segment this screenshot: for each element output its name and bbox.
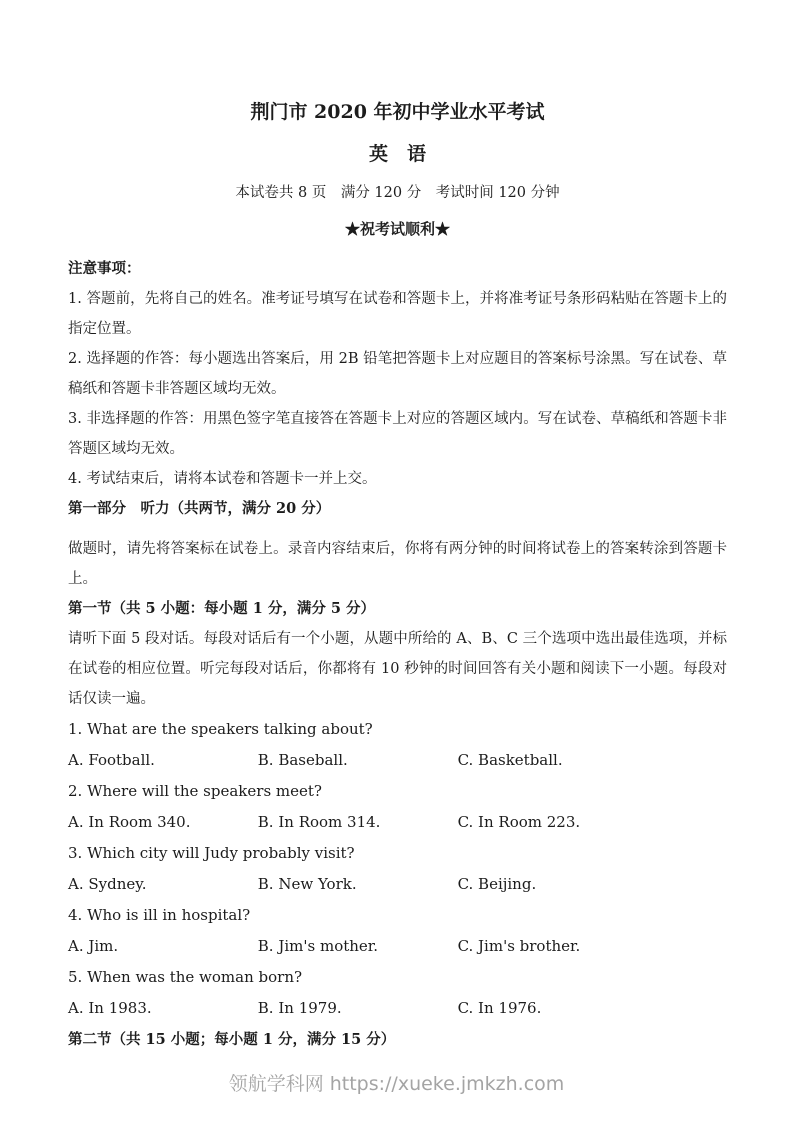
section1-instructions: 请听下面 5 段对话。每段对话后有一个小题，从题中所给的 A、B、C 三个选项中选出最佳选项，并标在试卷的相应位置。听完每段对话后，你都将有 10 秒钟的时间回答有关小题和阅读下一小题。每段对话仅读一遍。 <box>68 631 727 707</box>
question-4-option-c: C. Jim's brother. <box>457 937 581 955</box>
question-5-option-c: C. In 1976. <box>457 999 542 1017</box>
part1-heading: 第一部分 听力（共两节，满分 20 分） <box>68 500 331 517</box>
question-2-option-a: A. In Room 340. <box>68 813 191 831</box>
watermark-text: 领航学科网 https://xueke.jmkzh.com <box>228 1073 565 1095</box>
listening-questions <box>68 714 727 1024</box>
notice-item-4: 4. 考试结束后，请将本试卷和答题卡一并上交。 <box>68 471 377 487</box>
section2-heading: 第二节（共 15 小题；每小题 1 分，满分 15 分） <box>68 1031 396 1048</box>
question-2-options <box>68 807 727 838</box>
question-4-text: 4. Who is ill in hospital? <box>68 906 251 924</box>
question-5-option-a: A. In 1983. <box>68 999 152 1017</box>
exam-subject: 英 语 <box>368 143 426 165</box>
question-5-text: 5. When was the woman born? <box>68 968 303 986</box>
question-2-option-c: C. In Room 223. <box>457 813 581 831</box>
question-5-options <box>68 993 727 1024</box>
question-1-option-c: C. Basketball. <box>457 751 563 769</box>
notice-item-1: 1. 答题前，先将自己的姓名。准考证号填写在试卷和答题卡上，并将准考证号条形码粘贴在答题卡上的指定位置。 <box>68 291 727 337</box>
question-5-option-b: B. In 1979. <box>257 999 342 1017</box>
question-3-option-b: B. New York. <box>257 875 357 893</box>
question-3-options <box>68 869 727 900</box>
question-1-option-a: A. Football. <box>68 751 155 769</box>
exam-title: 荆门市 2020 年初中学业水平考试 <box>250 101 545 123</box>
notice-item-2: 2. 选择题的作答：每小题选出答案后，用 2B 铅笔把答题卡上对应题目的答案标号涂黑。写在试卷、草稿纸和答题卡非答题区域均无效。 <box>68 351 727 397</box>
question-4-option-b: B. Jim's mother. <box>257 937 379 955</box>
question-3-option-a: A. Sydney. <box>68 875 147 893</box>
question-2-text: 2. Where will the speakers meet? <box>68 782 322 800</box>
question-4-options <box>68 931 727 962</box>
question-3-text: 3. Which city will Judy probably visit? <box>68 844 355 862</box>
notice-heading: 注意事项： <box>68 260 141 277</box>
listening-transfer-note: 做题时，请先将答案标在试卷上。录音内容结束后，你将有两分钟的时间将试卷上的答案转涂到答题卡上。 <box>68 541 727 587</box>
notice-item-3: 3. 非选择题的作答：用黑色签字笔直接答在答题卡上对应的答题区域内。写在试卷、草稿纸和答题卡非答题区域均无效。 <box>68 411 727 457</box>
exam-info-line: 本试卷共 8 页 满分 120 分 考试时间 120 分钟 <box>235 185 560 201</box>
section1-heading: 第一节（共 5 小题：每小题 1 分，满分 5 分） <box>68 600 376 617</box>
question-1-text: 1. What are the speakers talking about? <box>68 720 373 738</box>
question-4-option-a: A. Jim. <box>68 937 119 955</box>
question-3-option-c: C. Beijing. <box>457 875 537 893</box>
question-2-option-b: B. In Room 314. <box>257 813 381 831</box>
exam-wish-line: ★祝考试顺利★ <box>344 220 450 238</box>
question-1-option-b: B. Baseball. <box>257 751 348 769</box>
question-1-options <box>68 745 727 776</box>
